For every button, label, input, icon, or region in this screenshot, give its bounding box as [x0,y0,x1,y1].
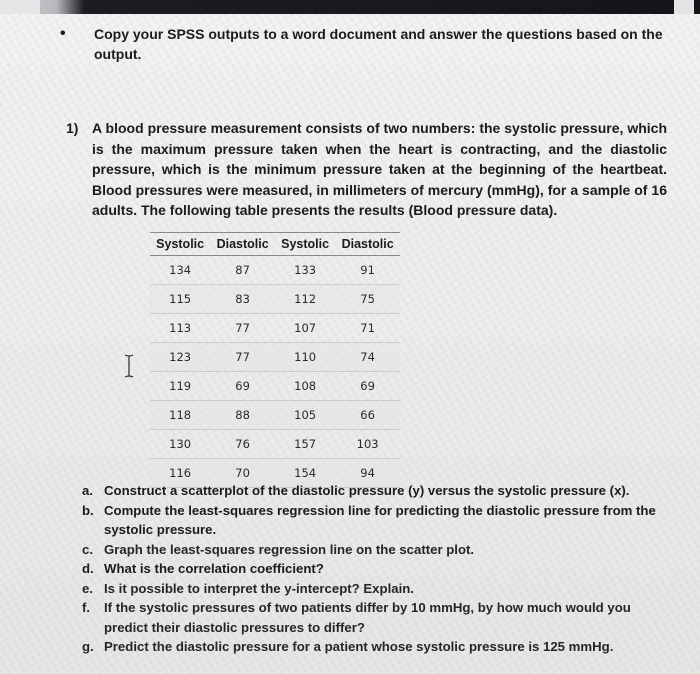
task-text: If the systolic pressures of two patients differ by 10 mmHg, by how much would you predict their diastolic pressures to differ? [104,600,631,635]
task-list [80,481,660,657]
table-cell: 94 [335,459,400,488]
table-cell: 103 [335,430,400,459]
header-diastolic-2: Diastolic [335,233,400,256]
table-cell: 113 [150,314,210,343]
table-cell: 69 [210,372,275,401]
table-cell: 112 [275,285,335,314]
question-text [92,118,667,221]
list-item [80,637,660,657]
table-cell: 154 [275,459,335,488]
table-cell: 88 [210,401,275,430]
question-text-end: . [553,202,558,218]
header-systolic-1: Systolic [150,233,210,256]
task-label: a. [82,483,93,498]
table-row [150,430,400,459]
table-cell: 105 [275,401,335,430]
table-cell: 130 [150,430,210,459]
blood-pressure-table [150,232,400,488]
task-text: What is the correlation coefficient? [104,561,324,576]
table-cell: 133 [275,256,335,285]
table-cell: 77 [210,314,275,343]
table-row [150,401,400,430]
table-cell: 83 [210,285,275,314]
table-cell: 116 [150,459,210,488]
window-top-bar [0,0,700,14]
table-cell: 118 [150,401,210,430]
table-cell: 71 [335,314,400,343]
task-text: Predict the diastolic pressure for a patient whose systolic pressure is 125 mmHg. [104,639,614,654]
task-label: c. [82,541,93,557]
table-cell: 107 [275,314,335,343]
task-label: e. [82,580,93,596]
list-item [80,559,660,579]
header-systolic-2: Systolic [275,233,335,256]
table-cell: 87 [210,256,275,285]
task-text: Graph the least-squares regression line on the scatter plot. [104,541,475,557]
table-cell: 76 [210,430,275,459]
table-cell: 77 [210,343,275,372]
task-label: g. [82,639,94,654]
table-cell: 66 [335,401,400,430]
question-text-strong: (Blood pressure data) [408,202,554,218]
table-row [150,256,400,285]
table-cell: 134 [150,256,210,285]
question-text-main: A blood pressure measurement consists of two numbers: the systolic pressure, which is the maximum pressure taken when the heart is contracting, and the diastolic pressure, which is the minimum pressure taken at the beginning of the heartbeat. Blood pressures were measured, in millimeters of mercury (mmHg), for a sample of 16 adults. The following table presents the results [92,120,667,218]
table-cell: 74 [335,343,400,372]
list-item [80,579,660,599]
window-corner [674,0,694,14]
task-label: d. [82,561,94,576]
question-number: 1) [66,120,79,136]
list-item [80,598,660,637]
task-text: Construct a scatterplot of the diastolic pressure (y) versus the systolic pressure (x). [104,483,630,498]
table-cell: 123 [150,343,210,372]
table-header-row [150,233,400,256]
table-cell: 108 [275,372,335,401]
list-item [80,501,660,540]
table-cell: 157 [275,430,335,459]
table-row [150,314,400,343]
list-item [80,481,660,501]
table-cell: 70 [210,459,275,488]
text-cursor-icon [124,354,134,378]
table-row [150,285,400,314]
list-item [80,540,660,560]
table-cell: 119 [150,372,210,401]
task-label: f. [82,600,91,615]
task-text: Is it possible to interpret the y-intercept? Explain. [104,580,414,596]
header-diastolic-1: Diastolic [210,233,275,256]
table-cell: 91 [335,256,400,285]
table-row [150,343,400,372]
table-row [150,372,400,401]
table-cell: 110 [275,343,335,372]
instruction-text: Copy your SPSS outputs to a word document and answer the questions based on the output. [94,26,663,62]
table-cell: 115 [150,285,210,314]
task-text: Compute the least-squares regression line for predicting the diastolic pressure from the systolic pressure. [104,502,656,537]
document-page [0,14,700,674]
bullet-icon: • [60,25,66,42]
task-label: b. [82,502,94,518]
table-cell: 75 [335,285,400,314]
table-cell: 69 [335,372,400,401]
